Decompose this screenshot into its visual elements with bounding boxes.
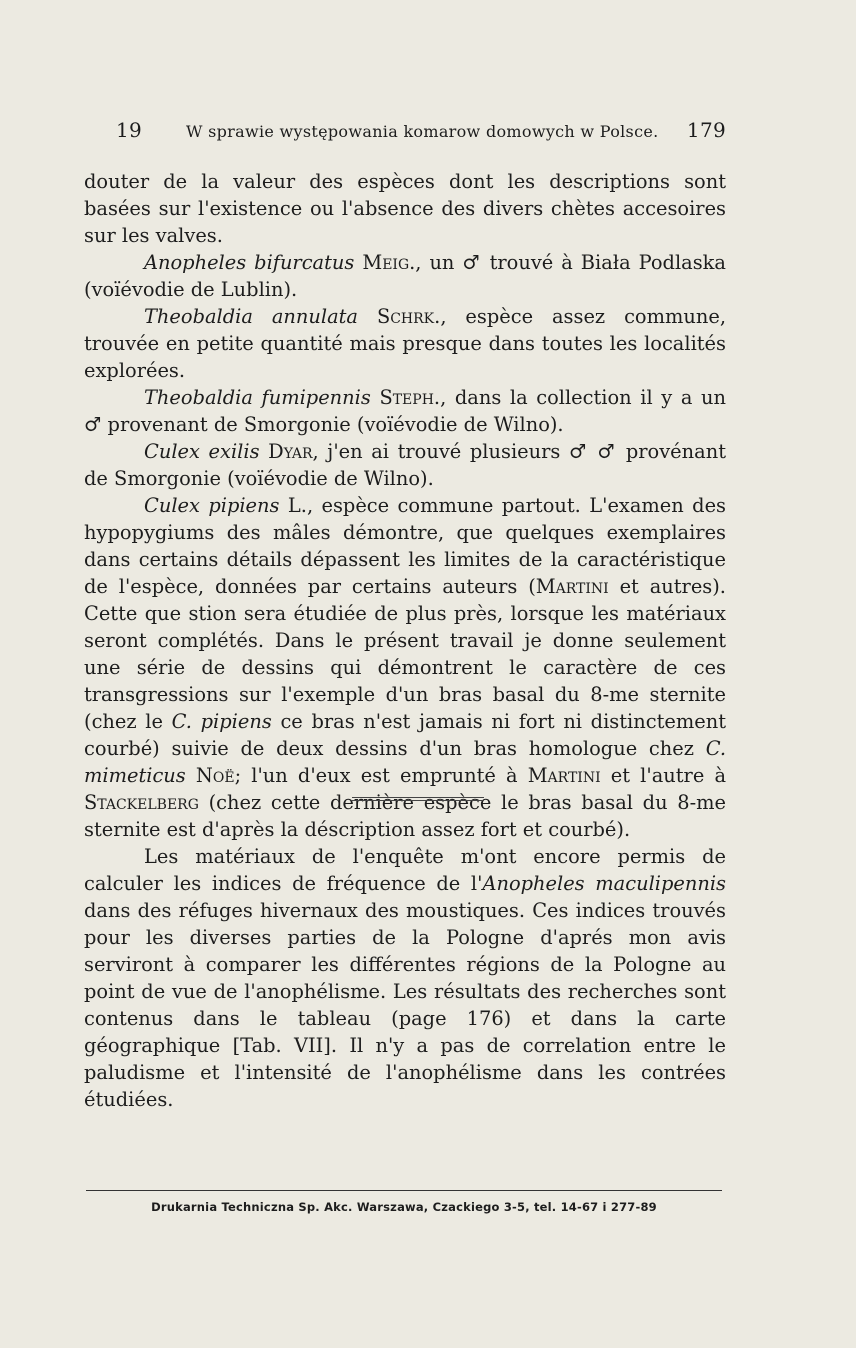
paragraph-text: douter de la valeur des espèces dont les descriptions sont basées sur l'existence ou l'absence des divers chètes accesoires sur les valves. <box>84 170 726 247</box>
paragraph <box>84 168 726 249</box>
author-name: Dyar <box>268 440 313 463</box>
author-name: Steph. <box>379 386 441 409</box>
paragraph-text: ; l'un d'eux est emprunté à <box>234 764 528 787</box>
paragraph-text: et autres). Cette que stion sera étudiée de plus près, lorsque les matériaux seront complétés. Dans le présent travail je donne seulement une série de dessins qui démontrent le caractère de ces transgressions sur l'exemple d'un bras basal du 8-me sternite (chez le <box>84 575 726 733</box>
paragraph-text: , un ♂ trouvé à Biała Podlaska (voïévodie de Lublin). <box>84 251 726 301</box>
author-name: Meig. <box>362 251 416 274</box>
paragraph <box>84 438 726 492</box>
paragraph <box>84 843 726 1113</box>
author-name: Noë <box>195 764 235 787</box>
running-head <box>116 118 726 142</box>
species-name: Anopheles maculipennis <box>482 872 726 895</box>
species-name: C. mimeticus <box>84 737 726 787</box>
species-name: Culex exilis <box>144 440 260 463</box>
running-title: W sprawie występowania komarow domowych w Polsce. <box>186 122 659 141</box>
author-name: Schrk. <box>376 305 441 328</box>
paragraph-text: et l'autre à <box>600 764 727 787</box>
paragraph <box>84 492 726 843</box>
paragraph <box>84 384 726 438</box>
species-name: C. pipiens <box>171 710 272 733</box>
section-divider <box>352 800 484 801</box>
species-name: Culex pipiens <box>144 494 280 517</box>
paragraph-text: , espèce assez commune, trouvée en petite quantité mais presque dans toutes les localités explorées. <box>84 305 726 382</box>
paragraph-text: , espèce commune partout. L'examen des hypopygiums des mâles démontre, que quelques exemplaires dans certains détails dépassent les limites de la caractéristique de l'espèce, données par certains auteurs ( <box>84 494 727 598</box>
paragraph-text: ce bras n'est jamais ni fort ni distinctement courbé) suivie de deux dessins d'un bras homologue chez <box>84 710 726 760</box>
author-name: L. <box>287 494 307 517</box>
species-name: Theobaldia fumipennis <box>144 386 371 409</box>
author-name: Martini <box>535 575 609 598</box>
paragraph-text: Les matériaux de l'enquête m'ont encore permis de calculer les indices de fréquence de l' <box>84 845 726 895</box>
species-name: Anopheles bifurcatus <box>144 251 355 274</box>
author-name: Martini <box>527 764 601 787</box>
author-name: Stackelberg <box>84 791 199 814</box>
body-text <box>84 168 726 1113</box>
left-page-ref: 19 <box>116 118 143 142</box>
paragraph-text: dans des réfuges hivernaux des moustiques. Ces indices trouvés pour les diverses parties de la Pologne d'aprés mon avis serviront à comparer les différentes régions de la Pologne au point de vue de l'anophélisme. Les résultats des recherches sont contenus dans le tableau (page 176) et dans la carte géographique [Tab. VII]. Il n'y a pas de correlation entre le paludisme et l'intensité de l'anophélisme dans les contrées étudiées. <box>84 899 726 1111</box>
paragraph-text: , j'en ai trouvé plusieurs ♂ ♂ provénant de Smorgonie (voïévodie de Wilno). <box>84 440 726 490</box>
section-divider <box>352 797 484 798</box>
paragraph <box>84 303 726 384</box>
footer-rule <box>86 1190 722 1191</box>
page-number: 179 <box>686 118 726 142</box>
paragraph-text: , dans la collection il y a un ♂ provenant de Smorgonie (voïévodie de Wilno). <box>84 386 727 436</box>
species-name: Theobaldia annulata <box>144 305 358 328</box>
paragraph-text: (chez cette dernière espèce le bras basal du 8-me sternite est d'après la déscription assez fort et courbé). <box>84 791 726 841</box>
printer-imprint: Drukarnia Techniczna Sp. Akc. Warszawa, Czackiego 3-5, tel. 14-67 i 277-89 <box>151 1200 657 1214</box>
paragraph <box>84 249 726 303</box>
